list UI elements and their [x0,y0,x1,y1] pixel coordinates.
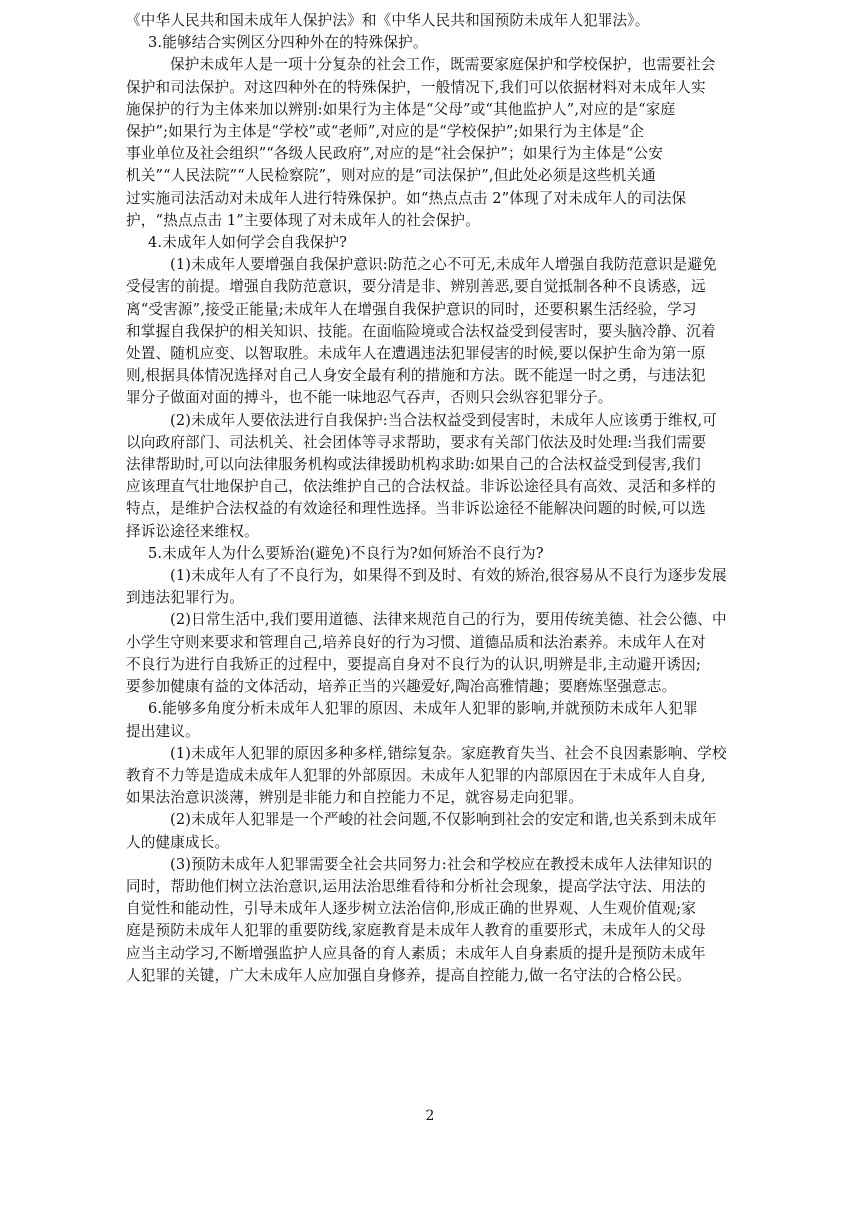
text-line: 应该理直气壮地保护自己，依法维护自己的合法权益。非诉讼途径具有高效、灵活和多样的 [126,478,716,496]
text-line: (1)未成年人有了不良行为，如果得不到及时、有效的矫治,很容易从不良行为逐步发展 [170,567,727,585]
text-line: 不良行为进行自我矫正的过程中，要提高自身对不良行为的认识,明辨是非,主动避开诱因; [126,655,701,673]
text-line: 过实施司法活动对未成年人进行特殊保护。如“热点点击 2”体现了对未成年人的司法保 [126,189,687,207]
text-line: (2)日常生活中,我们要用道德、法律来规范自己的行为，要用传统美德、社会公德、中 [170,611,727,629]
text-line: 庭是预防未成年人犯罪的重要防线,家庭教育是未成年人教育的重要形式，未成年人的父母 [126,922,706,940]
text-line: 要参加健康有益的文体活动，培养正当的兴趣爱好,陶冶高雅情趣；要磨炼坚强意志。 [126,678,677,696]
text-line: 人犯罪的关键，广大未成年人应加强自身修养，提高自控能力,做一名守法的合格公民。 [126,966,692,984]
text-line: 择诉讼途径来维权。 [126,522,259,540]
text-line: 教育不力等是造成未成年人犯罪的外部原因。未成年人犯罪的内部原因在于未成年人自身, [126,766,706,784]
text-line: (1)未成年人要增强自我保护意识:防范之心不可无,未成年人增强自我防范意识是避免 [170,256,718,274]
text-line: 护，“热点点击 1”主要体现了对未成年人的社会保护。 [126,211,480,229]
text-line: 机关”“人民法院”“人民检察院”，则对应的是“司法保护”,但此处必须是这些机关通 [126,167,656,185]
text-line: 人的健康成长。 [126,833,230,851]
text-line: 以向政府部门、司法机关、社会团体等寻求帮助，要求有关部门依法及时处理:当我们需要 [126,433,707,451]
text-line: 同时，帮助他们树立法治意识,运用法治思维看待和分析社会现象，提高学法守法、用法的 [126,877,706,895]
text-line: 保护和司法保护。对这四种外在的特殊保护，一般情况下,我们可以依据材料对未成年人实 [126,78,706,96]
heading-item-6: 6.能够多角度分析未成年人犯罪的原因、未成年人犯罪的影响,并就预防未成年人犯罪 [148,700,698,718]
text-line: 施保护的行为主体来加以辨别:如果行为主体是“父母”或“其他监护人”,对应的是“家庭 [126,100,676,118]
text-line: 处置、随机应变、以智取胜。未成年人在遭遇违法犯罪侵害的时候,要以保护生命为第一原 [126,345,706,363]
text-line: 保护”;如果行为主体是“学校”或“老师”,对应的是“学校保护”;如果行为主体是“企 [126,123,645,141]
text-line: (3)预防未成年人犯罪需要全社会共同努力:社会和学校应在教授未成年人法律知识的 [170,855,713,873]
page-number: 2 [425,1108,435,1124]
text-line: 小学生守则来要求和管理自己,培养良好的行为习惯、道德品质和法治素养。未成年人在对 [126,633,706,651]
text-line: 事业单位及社会组织”“各级人民政府”,对应的是“社会保护”；如果行为主体是“公安 [126,145,664,163]
text-line: (2)未成年人要依法进行自我保护:当合法权益受到侵害时，未成年人应该勇于维权,可 [170,411,718,429]
text-line: 罪分子做面对面的搏斗，也不能一味地忍气吞声，否则只会纵容犯罪分子。 [126,389,613,407]
heading-item-4: 4.未成年人如何学会自我保护? [148,234,348,252]
text-line: 自觉性和能动性，引导未成年人逐步树立法治信仰,形成正确的世界观、人生观价值观;家 [126,900,697,918]
text-line: 受侵害的前提。增强自我防范意识，要分清是非、辨别善恶,要自觉抵制各种不良诱惑，远 [126,278,706,296]
text-line: 到违法犯罪行为。 [126,589,244,607]
text-line: (2)未成年人犯罪是一个严峻的社会问题,不仅影响到社会的安定和谐,也关系到未成年 [170,811,717,829]
text-line: 离“受害源”,接受正能量;未成年人在增强自我保护意识的同时，还要积累生活经验，学习 [126,300,697,318]
text-line: 提出建议。 [126,722,200,740]
text-line: (1)未成年人犯罪的原因多种多样,错综复杂。家庭教育失当、社会不良因素影响、学校 [170,744,727,762]
heading-item-3: 3.能够结合实例区分四种外在的特殊保护。 [148,34,428,52]
text-line: 特点，是维护合法权益的有效途径和理性选择。当非诉讼途径不能解决问题的时候,可以选 [126,500,706,518]
text-line: 如果法治意识淡薄，辨别是非能力和自控能力不足，就容易走向犯罪。 [126,789,584,807]
text-line: 则,根据具体情况选择对自己人身安全最有利的措施和方法。既不能逞一时之勇，与违法犯 [126,367,706,385]
text-line: 应当主动学习,不断增强监护人应具备的育人素质；未成年人自身素质的提升是预防未成年 [126,944,706,962]
heading-item-5: 5.未成年人为什么要矫治(避免)不良行为?如何矫治不良行为? [148,544,544,562]
text-line: 法律帮助时,可以向法律服务机构或法律援助机构求助:如果自己的合法权益受到侵害,我们 [126,456,701,474]
text-line: 和掌握自我保护的相关知识、技能。在面临险境或合法权益受到侵害时，要头脑冷静、沉着 [126,322,716,340]
text-line: 《中华人民共和国未成年人保护法》和《中华人民共和国预防未成年人犯罪法》。 [126,12,650,29]
text-line: 保护未成年人是一项十分复杂的社会工作，既需要家庭保护和学校保护，也需要社会 [170,56,716,74]
